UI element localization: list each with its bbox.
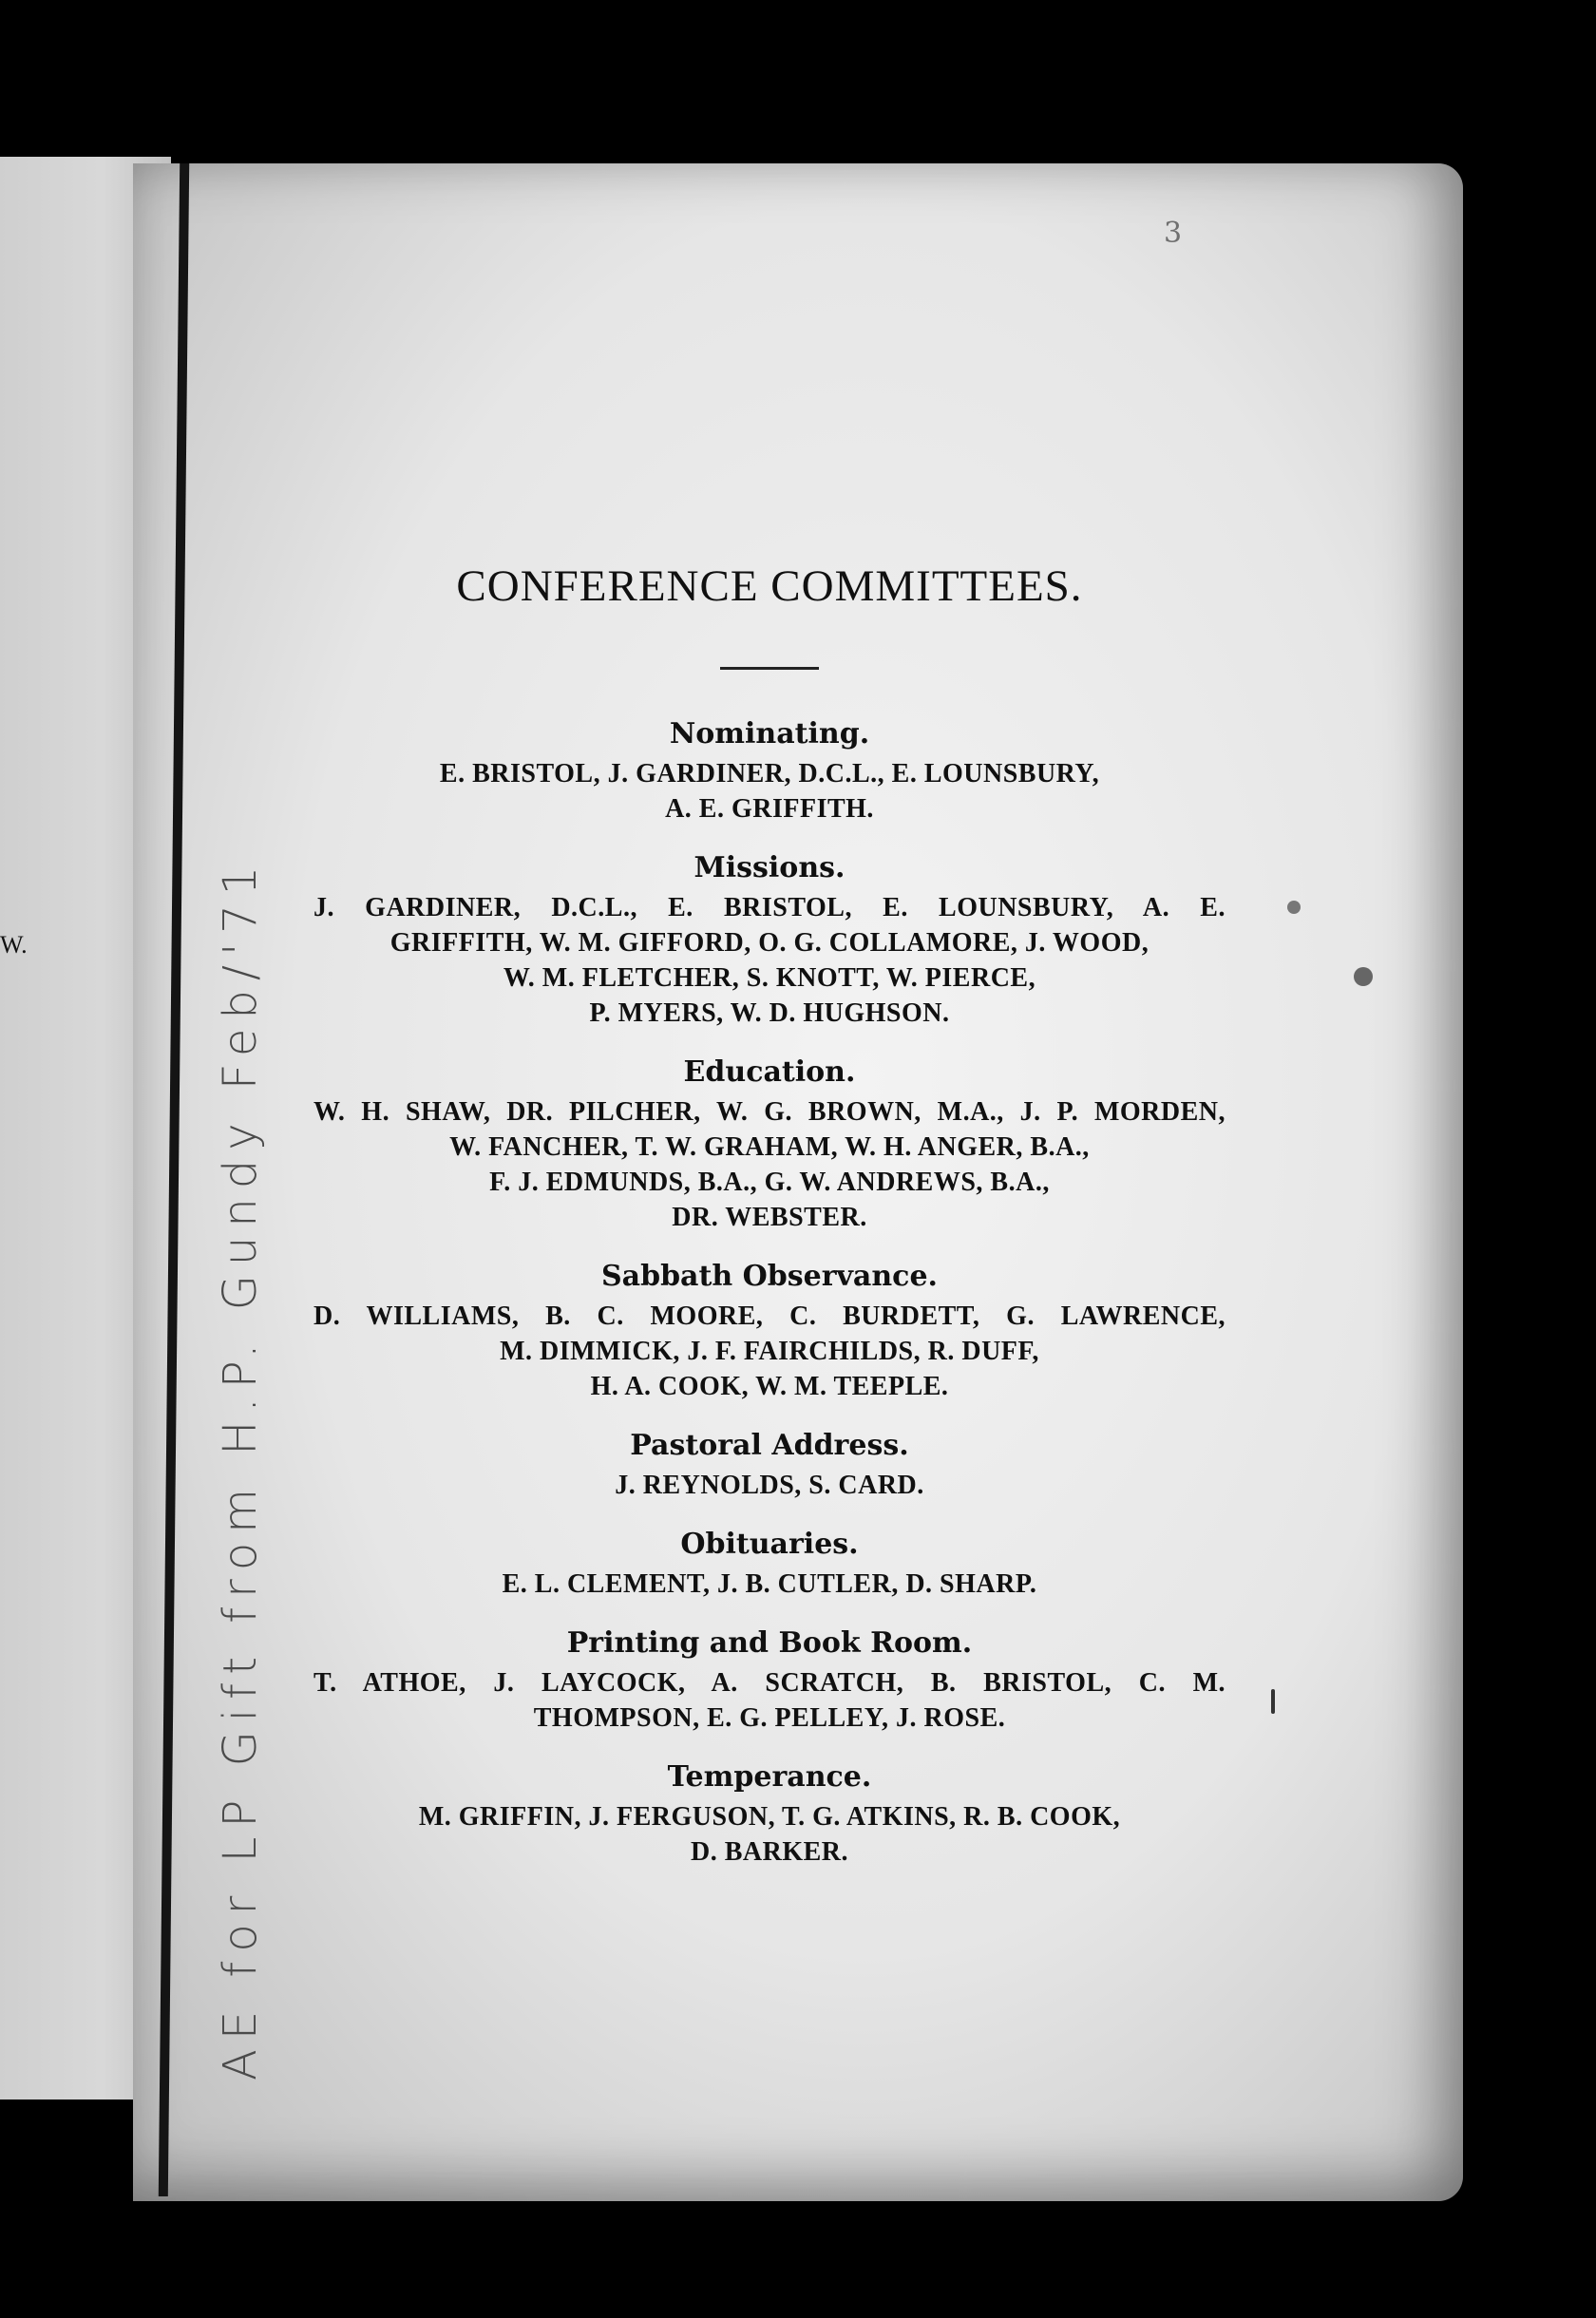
committee-sabbath-observance [304, 1260, 1235, 1404]
member-line: T. ATHOE, J. LAYCOCK, A. SCRATCH, B. BRISTOL, C. M. [314, 1668, 1226, 1698]
committee-heading: Missions. [694, 851, 846, 884]
committee-heading: Nominating. [669, 717, 870, 750]
committee-members [394, 756, 1145, 826]
committee-missions [304, 851, 1235, 1031]
committee-printing-and-book-room [304, 1626, 1235, 1736]
ink-speck [1271, 1689, 1275, 1714]
handwritten-margin-note: AE for LP Gift from H.P. Gundy Feb/'71 [214, 856, 267, 2080]
member-line: D. WILLIAMS, B. C. MOORE, C. BURDETT, G. LAWRENCE, [314, 1302, 1226, 1331]
committee-temperance [304, 1760, 1235, 1870]
committee-members [314, 1665, 1226, 1736]
committee-nominating [304, 717, 1235, 826]
committee-members [314, 1299, 1226, 1404]
committee-education [304, 1055, 1235, 1235]
ink-speck [1287, 901, 1301, 914]
committee-heading: Education. [683, 1055, 856, 1089]
committee-obituaries [304, 1528, 1235, 1602]
committee-heading: Pastoral Address. [630, 1429, 909, 1462]
member-line: J. REYNOLDS, S. CARD. [615, 1471, 924, 1500]
committee-members [314, 1468, 1226, 1503]
member-line: W. FANCHER, T. W. GRAHAM, W. H. ANGER, B.A., [449, 1132, 1090, 1162]
committee-members [314, 1799, 1226, 1870]
member-line: E. L. CLEMENT, J. B. CUTLER, D. SHARP. [502, 1569, 1037, 1599]
member-line: H. A. COOK, W. M. TEEPLE. [590, 1372, 949, 1401]
member-line: P. MYERS, W. D. HUGHSON. [589, 998, 950, 1028]
committee-members [314, 890, 1226, 1031]
committee-members [314, 1094, 1226, 1235]
committee-heading: Obituaries. [680, 1528, 859, 1561]
committee-heading: Temperance. [667, 1760, 872, 1794]
title-divider [720, 667, 819, 670]
committees-document [304, 560, 1235, 1894]
member-line: W. M. FLETCHER, S. KNOTT, W. PIERCE, [503, 963, 1036, 993]
member-line: D. BARKER. [690, 1837, 848, 1867]
member-line: W. H. SHAW, DR. PILCHER, W. G. BROWN, M.A., J. P. MORDEN, [314, 1097, 1226, 1127]
page-number: 3 [1164, 217, 1187, 250]
page-title: CONFERENCE COMMITTEES. [456, 561, 1083, 611]
member-line: M. GRIFFIN, J. FERGUSON, T. G. ATKINS, R. B. COOK, [418, 1802, 1121, 1832]
member-line: F. J. EDMUNDS, B.A., G. W. ANDREWS, B.A., [489, 1168, 1050, 1197]
member-line: M. DIMMICK, J. F. FAIRCHILDS, R. DUFF, [500, 1337, 1039, 1366]
member-line: THOMPSON, E. G. PELLEY, J. ROSE. [533, 1703, 1006, 1733]
committee-heading: Sabbath Observance. [601, 1260, 938, 1293]
ink-speck [1354, 967, 1373, 986]
member-line: J. GARDINER, D.C.L., E. BRISTOL, E. LOUNSBURY, A. E. [314, 893, 1226, 922]
committee-members [314, 1567, 1226, 1602]
member-line: DR. WEBSTER. [672, 1203, 867, 1232]
committee-pastoral-address [304, 1429, 1235, 1503]
member-line: E. BRISTOL, J. GARDINER, D.C.L., E. LOUNSBURY, [439, 759, 1100, 788]
left-page-edge-letter: W. [0, 931, 28, 959]
committee-heading: Printing and Book Room. [566, 1626, 973, 1660]
member-line: A. E. GRIFFITH. [665, 794, 874, 824]
member-line: GRIFFITH, W. M. GIFFORD, O. G. COLLAMORE, J. WOOD, [390, 928, 1150, 958]
